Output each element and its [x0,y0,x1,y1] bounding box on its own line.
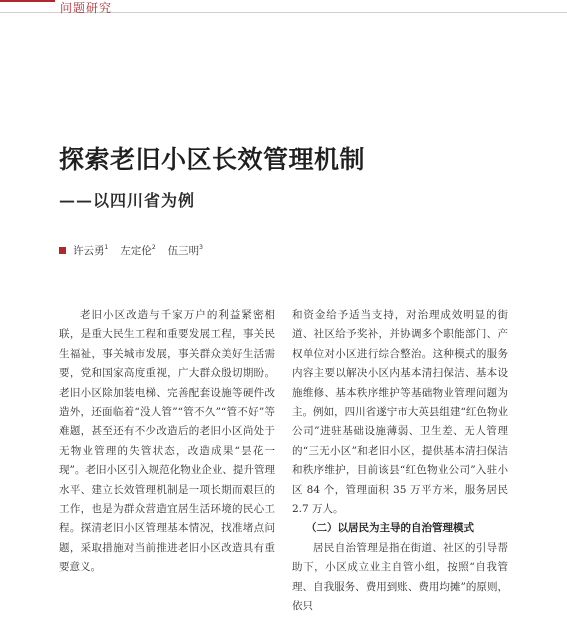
body-paragraph: 和资金给予适当支持，对治理成效明显的街道、社区给予奖补，并协调多个职能部门、产权单位对小区进行综合整治。这种模式的服务内容主要以解决小区内基本清扫保洁、基本设施维修、基本秩序维护等基础物业管理问题为主。例如，四川省遂宁市大英县组建“红色物业公司”进驻基础设施薄弱、卫生差、无人管理的“三无小区”和老旧小区，提供基本清扫保洁和秩序维护，目前该县“红色物业公司”入驻小区 84 个，管理面积 35 万平方米，服务居民 2.7 万人。 [292,309,508,516]
right-column [292,306,508,617]
author-line [59,243,215,257]
header-accent-bar [0,0,55,2]
left-column [59,306,275,578]
author-2: 左定伦$^2$ [120,243,156,257]
author-1: 许云勇$^1$ [73,243,109,257]
article-title: 探索老旧小区长效管理机制 [59,145,366,174]
section-label: 问题研究 [60,1,113,15]
author-marker-icon [59,247,66,254]
article-subtitle: ——以四川省为例 [59,191,196,210]
body-paragraph: 老旧小区改造与千家万户的利益紧密相联，是重大民生工程和重要发展工程，事关民生福祉，事关城市发展，事关群众美好生活需要，党和国家高度重视，广大群众殷切期盼。老旧小区除加装电梯、完善配套设施等硬件改造外，还面临着“没人管”“管不久”“管不好”等难题，甚至还有不少改造后的老旧小区尚处于无物业管理的失管状态，改造成果“昙花一现”。老旧小区引入规范化物业企业、提升管理水平、建立长效管理机制是一项长期而艰巨的工作，也是为群众营造宜居生活环境的民心工程。探清老旧小区管理基本情况，找准堵点问题，采取措施对当前推进老旧小区改造具有重要意义。 [59,309,275,574]
author-3: 伍三明$^3$ [167,243,203,257]
body-paragraph: 居民自治管理是指在街道、社区的引导帮助下，小区成立业主自管小组，按照“自我管理、自我服务、费用到账、费用均摊”的原则，依只 [292,541,508,613]
section-heading: （二）以居民为主导的自治管理模式 [306,522,474,535]
